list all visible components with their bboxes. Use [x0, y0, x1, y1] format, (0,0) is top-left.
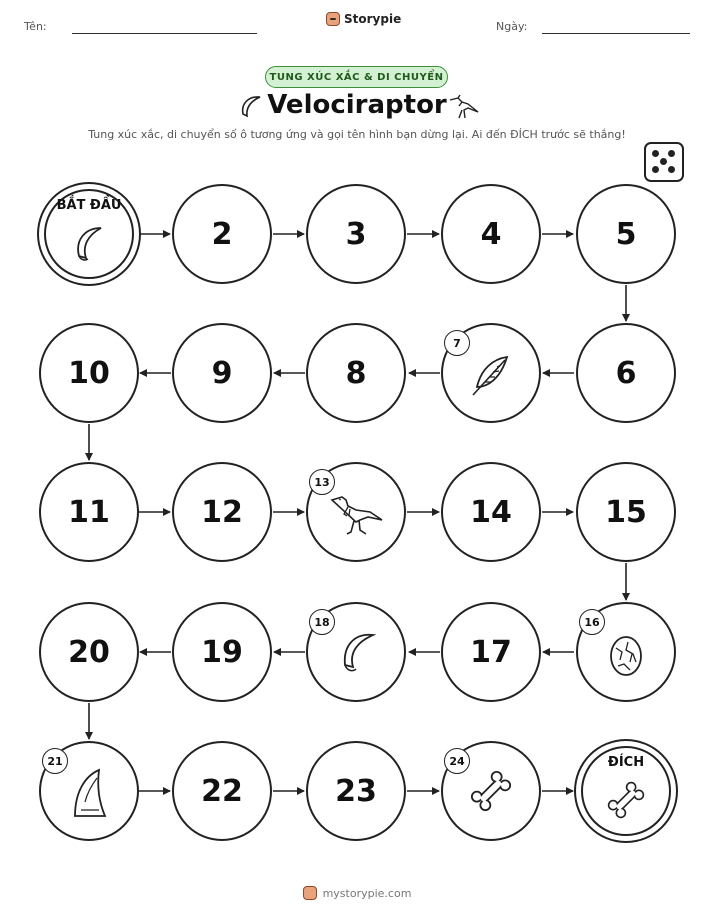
- cell-number: 10: [68, 355, 110, 391]
- cell-number-badge: 21: [42, 748, 68, 774]
- cell-number: 14: [470, 494, 512, 530]
- activity-badge: TUNG XÚC XẮC & DI CHUYỂN: [265, 66, 448, 88]
- board-cell-19[interactable]: [172, 602, 272, 702]
- board-cell-7[interactable]: [441, 323, 541, 423]
- start-label: BẮT ĐẦU: [56, 198, 122, 213]
- board-cell-24[interactable]: [441, 741, 541, 841]
- cell-number: 23: [335, 773, 377, 809]
- board-cell-18[interactable]: [306, 602, 406, 702]
- board-cell-8[interactable]: [306, 323, 406, 423]
- cell-number: 6: [615, 355, 637, 391]
- claw-icon: [67, 222, 111, 266]
- cell-number: 11: [68, 494, 110, 530]
- cell-number: 17: [470, 634, 512, 670]
- board-cell-9[interactable]: [172, 323, 272, 423]
- bone-icon: [469, 769, 513, 813]
- cell-number-badge: 7: [444, 330, 470, 356]
- board-cell-15[interactable]: [576, 462, 676, 562]
- cell-number: 19: [201, 634, 243, 670]
- cell-number: 2: [211, 216, 233, 252]
- bone-icon: [606, 780, 646, 820]
- finish-label: ĐÍCH: [607, 755, 645, 770]
- claw-icon: [331, 627, 381, 677]
- board-cell-21[interactable]: [39, 741, 139, 841]
- cell-number-badge: 16: [579, 609, 605, 635]
- board-cell-4[interactable]: [441, 184, 541, 284]
- cell-number-badge: 18: [309, 609, 335, 635]
- instructions: Tung xúc xắc, di chuyển số ô tương ứng và gọi tên hình bạn dừng lại. Ai đến ĐÍCH trước sẽ thắng!: [88, 128, 626, 141]
- velociraptor-icon: [326, 492, 386, 538]
- storypie-logo-icon: [303, 886, 317, 900]
- footer-site[interactable]: mystorypie.com: [322, 886, 412, 900]
- board-cell-20[interactable]: [39, 602, 139, 702]
- cell-number: 8: [345, 355, 367, 391]
- cell-number-badge: 24: [444, 748, 470, 774]
- board-cell-5[interactable]: [576, 184, 676, 284]
- footer: [0, 886, 714, 900]
- cell-number: 5: [615, 216, 637, 252]
- cell-number: 9: [211, 355, 233, 391]
- board-cell-14[interactable]: [441, 462, 541, 562]
- board-cell-23[interactable]: [306, 741, 406, 841]
- board-cell-6[interactable]: [576, 323, 676, 423]
- page-title: Velociraptor: [267, 90, 447, 120]
- cell-number: 3: [345, 216, 367, 252]
- fossil-egg-icon: [606, 632, 646, 678]
- board-cell-22[interactable]: [172, 741, 272, 841]
- cell-number: 15: [605, 494, 647, 530]
- board-cell-start[interactable]: [39, 184, 139, 284]
- board-cell-3[interactable]: [306, 184, 406, 284]
- board-cell-13[interactable]: [306, 462, 406, 562]
- cell-number: 22: [201, 773, 243, 809]
- date-label: Ngày:: [496, 20, 528, 33]
- feather-icon: [467, 351, 515, 399]
- board-cell-17[interactable]: [441, 602, 541, 702]
- board-cell-16[interactable]: [576, 602, 676, 702]
- cell-number: 12: [201, 494, 243, 530]
- board-cell-11[interactable]: [39, 462, 139, 562]
- tooth-icon: [67, 766, 111, 822]
- cell-number-badge: 13: [309, 469, 335, 495]
- board-cell-finish[interactable]: [576, 741, 676, 841]
- brand-name: Storypie: [344, 12, 402, 26]
- cell-number: 20: [68, 634, 110, 670]
- cell-number: 4: [480, 216, 502, 252]
- board-cell-10[interactable]: [39, 323, 139, 423]
- board-cell-2[interactable]: [172, 184, 272, 284]
- board-cell-12[interactable]: [172, 462, 272, 562]
- name-label: Tên:: [24, 20, 47, 33]
